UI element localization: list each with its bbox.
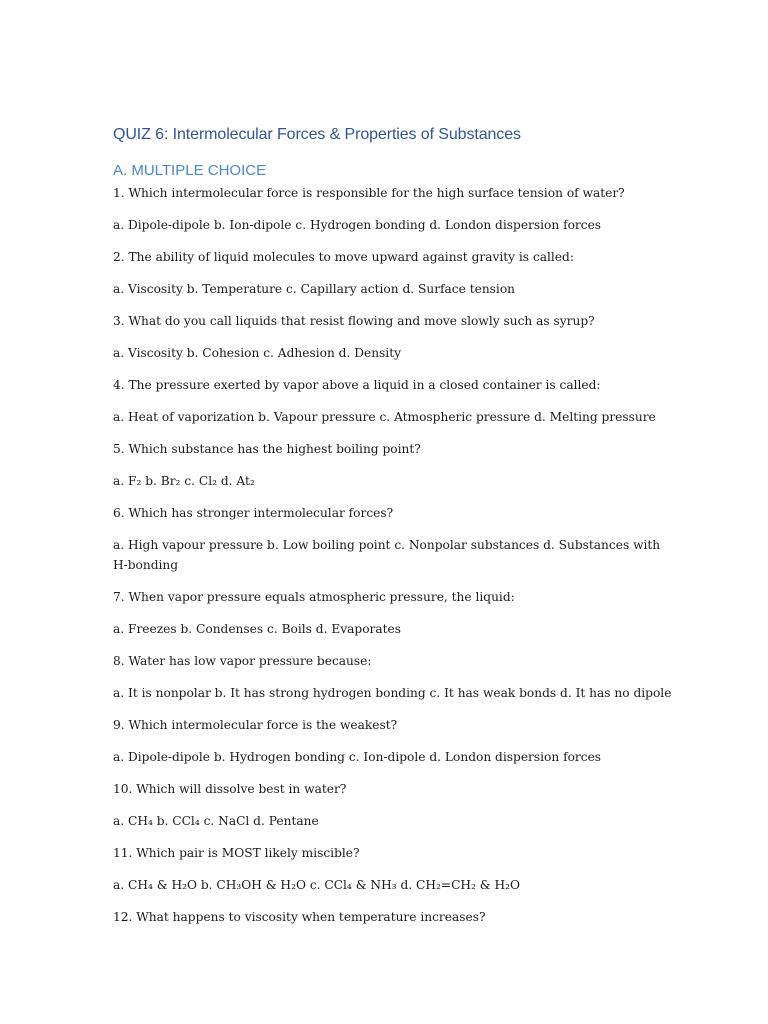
question-12: 12. What happens to viscosity when temperature increases?: [113, 910, 486, 924]
choices-6: a. High vapour pressure b. Low boiling point c. Nonpolar substances d. Substances with H-bonding: [113, 538, 661, 572]
question-7: 7. When vapor pressure equals atmospheric pressure, the liquid:: [113, 590, 515, 604]
question-1: 1. Which intermolecular force is responsible for the high surface tension of water?: [113, 186, 625, 200]
document-title: QUIZ 6: Intermolecular Forces & Properties of Substances: [113, 126, 521, 143]
question-10: 10. Which will dissolve best in water?: [113, 782, 347, 796]
question-5: 5. Which substance has the highest boiling point?: [113, 442, 421, 456]
question-11: 11. Which pair is MOST likely miscible?: [113, 846, 360, 860]
choices-3: a. Viscosity b. Cohesion c. Adhesion d. Density: [113, 346, 401, 360]
choices-9: a. Dipole-dipole b. Hydrogen bonding c. Ion-dipole d. London dispersion forces: [113, 750, 602, 764]
question-9: 9. Which intermolecular force is the weakest?: [113, 718, 398, 732]
choices-11: a. CH₄ & H₂O b. CH₃OH & H₂O c. CCl₄ & NH₃ d. CH₂=CH₂ & H₂O: [113, 878, 521, 892]
choices-5: a. F₂ b. Br₂ c. Cl₂ d. At₂: [113, 474, 255, 488]
question-8: 8. Water has low vapor pressure because:: [113, 654, 372, 668]
choices-1: a. Dipole-dipole b. Ion-dipole c. Hydrogen bonding d. London dispersion forces: [113, 218, 602, 232]
question-6: 6. Which has stronger intermolecular forces?: [113, 506, 394, 520]
choices-10: a. CH₄ b. CCl₄ c. NaCl d. Pentane: [113, 814, 319, 828]
question-3: 3. What do you call liquids that resist flowing and move slowly such as syrup?: [113, 314, 595, 328]
question-2: 2. The ability of liquid molecules to move upward against gravity is called:: [113, 250, 574, 264]
choices-4: a. Heat of vaporization b. Vapour pressure c. Atmospheric pressure d. Melting pressure: [113, 410, 656, 424]
question-4: 4. The pressure exerted by vapor above a liquid in a closed container is called:: [113, 378, 601, 392]
choices-8: a. It is nonpolar b. It has strong hydrogen bonding c. It has weak bonds d. It has no dipole: [113, 686, 672, 700]
section-heading: A. MULTIPLE CHOICE: [113, 162, 267, 179]
choices-7: a. Freezes b. Condenses c. Boils d. Evaporates: [113, 622, 401, 636]
quiz-document: [113, 124, 673, 939]
choices-2: a. Viscosity b. Temperature c. Capillary action d. Surface tension: [113, 282, 516, 296]
